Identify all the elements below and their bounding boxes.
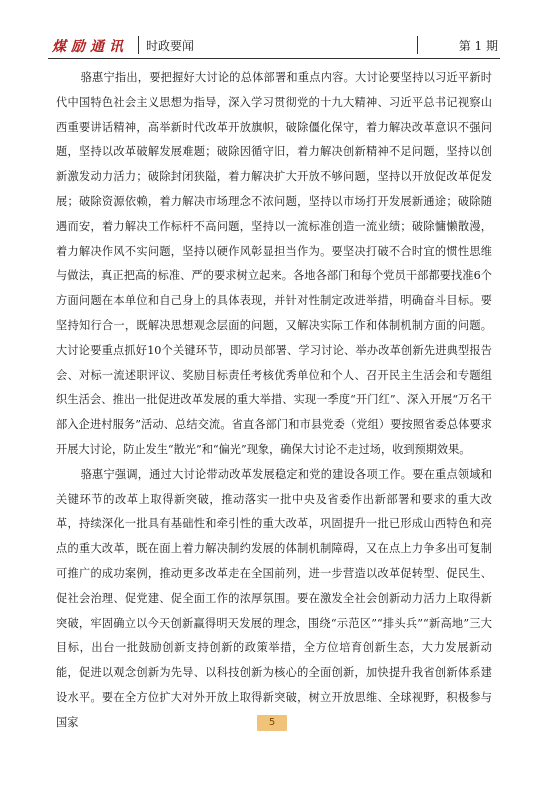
issue-number: 第 1 期 bbox=[458, 39, 498, 53]
article-body bbox=[56, 66, 492, 736]
newsletter-brand: 煤励通讯 bbox=[52, 39, 128, 55]
article-paragraph: 骆惠宁指出，要把握好大讨论的总体部署和重点内容。大讨论要坚持以习近平新时代中国特色社会主义思想为指导，深入学习贯彻党的十九大精神、习近平总书记视察山西重要讲话精神，高举新时代改革开放旗帜，破除僵化保守，着力解决改革意识不强问题，坚持以改革破解发展难题；破除因循守旧，着力解决创新精神不足问题，坚持以创新激发动力活力；破除封闭狭隘，着力解决扩大开放不够问题，坚持以开放促改革促发展；破除资源依赖，着力解决市场理念不浓问题，坚持以市场打开发展新通途；破除随遇而安，着力解决工作标杆不高问题，坚持以一流标准创造一流业绩；破除慵懒散漫，着力解决作风不实问题，坚持以硬作风彰显担当作为。要坚决打破不合时宜的惯性思维与做法，真正把高的标准、严的要求树立起来。各地各部门和每个党员干部都要找准6个方面问题在本单位和自己身上的具体表现，并针对性制定改进举措，明确奋斗目标。要坚持知行合一，既解决思想观念层面的问题，又解决实际工作和体制机制方面的问题。大讨论要重点抓好10个关键环节，即动员部署、学习讨论、举办改革创新先进典型报告会、对标一流述职评议、奖励目标责任考核优秀单位和个人、召开民主生活会和专题组织生活会、推出一批促进改革发展的重大举措、实现一季度“开门红”、深入开展“万名干部入企进村服务”活动、总结交流。省直各部门和市县党委（党组）要按照省委总体要求开展大讨论，防止发生“散光”和“偏光”现象，确保大讨论不走过场，收到预期效果。 bbox=[56, 71, 492, 456]
header-divider bbox=[138, 36, 139, 54]
header-divider bbox=[417, 36, 418, 54]
article-paragraph: 骆惠宁强调，通过大讨论带动改革发展稳定和党的建设各项工作。要在重点领域和关键环节的改革上取得新突破，推动落实一批中央及省委作出新部署和要求的重大改革，持续深化一批具有基础性和牵引性的重大改革，巩固提升一批已形成山西特色和亮点的重大改革，既在面上着力解决制约发展的体制机制障碍，又在点上力争多出可复制可推广的成功案例，推动更多改革走在全国前列，进一步营造以改革促转型、促民生、促社会治理、促党建、促全面工作的浓厚氛围。要在激发全社会创新动力活力上取得新突破，牢固确立以今天创新赢得明天发展的理念，围绕“示范区”“排头兵”“新高地”三大目标，出台一批鼓励创新支持创新的政策举措，全方位培育创新生态，大力发展新动能，促进以观念创新为先导、以科技创新为核心的全面创新，加快提升我省创新体系建设水平。要在全方位扩大对外开放上取得新突破，树立开放思维、全球视野，积极参与国家 bbox=[56, 467, 492, 729]
page-header bbox=[48, 34, 500, 56]
section-title: 时政要闻 bbox=[146, 39, 195, 53]
header-rule bbox=[48, 58, 500, 59]
page-number: 5 bbox=[257, 715, 287, 731]
